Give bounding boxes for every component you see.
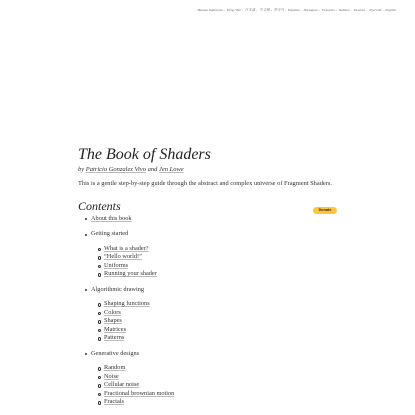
toc-item (104, 245, 174, 254)
language-separator: - (300, 8, 302, 12)
language-link[interactable]: Tiếng Việt (226, 8, 241, 12)
toc-link[interactable]: Shaping functions (104, 300, 150, 308)
toc-link-about[interactable]: About this book (91, 214, 132, 222)
toc-item (104, 364, 174, 373)
toc-sublist (91, 364, 174, 407)
toc-section-label: Algorithmic drawing (91, 285, 144, 293)
toc-item (104, 390, 174, 399)
language-separator: - (284, 8, 287, 12)
toc-link[interactable]: Noise (104, 372, 119, 380)
author-link-patricio[interactable]: Patricio Gonzalez Vivo (85, 165, 146, 173)
language-separator: - (335, 8, 337, 12)
contents-heading: Contents (78, 199, 121, 213)
toc-section (78, 286, 174, 343)
toc-link[interactable]: Matrices (104, 325, 127, 333)
toc-item (104, 300, 174, 309)
language-separator: - (241, 8, 243, 12)
toc-link[interactable]: Patterns (104, 334, 125, 342)
language-separator: - (366, 8, 368, 12)
toc-link[interactable]: Fractals (104, 398, 124, 406)
language-link[interactable]: Bahasa Indonesia (197, 8, 223, 12)
donate-button[interactable]: Donate (313, 207, 337, 214)
language-link[interactable]: Русский (369, 8, 382, 12)
language-link[interactable]: English (385, 8, 396, 12)
language-link[interactable]: 日本語 (244, 8, 256, 12)
toc-sublist (91, 300, 174, 343)
toc-item (104, 373, 174, 382)
toc-item (104, 262, 174, 271)
toc-link[interactable]: Shapes (104, 317, 122, 325)
language-separator: - (382, 8, 384, 12)
language-link[interactable]: Deutsch (353, 8, 366, 12)
toc-item (104, 317, 174, 326)
language-separator: - (270, 8, 272, 12)
toc-link[interactable]: Fractional brownian motion (104, 389, 175, 397)
toc-section (78, 215, 174, 224)
toc-link[interactable]: Cellular noise (104, 381, 140, 389)
language-link[interactable]: Español (287, 8, 300, 12)
toc-item (104, 270, 174, 279)
language-separator: - (318, 8, 321, 12)
toc-item (104, 334, 174, 343)
toc-item (104, 398, 174, 407)
toc-link[interactable]: Colors (104, 308, 121, 316)
toc-item (104, 309, 174, 318)
language-link[interactable]: 中文版 (259, 8, 270, 12)
language-selector (197, 8, 396, 12)
book-description: This is a gentle step-by-step guide through the abstract and complex universe of Fragment Shaders. (78, 179, 332, 187)
language-link[interactable]: 한국어 (273, 8, 284, 12)
byline (78, 166, 184, 173)
toc-link[interactable]: Uniforms (104, 261, 129, 269)
toc-item (104, 381, 174, 390)
toc-link[interactable]: Random (104, 364, 126, 372)
table-of-contents (78, 215, 174, 414)
language-link[interactable]: Italiano (338, 8, 350, 12)
toc-link[interactable]: What is a shader? (104, 244, 149, 252)
author-link-jen[interactable]: Jen Lowe (158, 165, 184, 173)
language-link[interactable]: Portugues (303, 8, 318, 12)
language-link[interactable]: Français (321, 8, 335, 12)
byline-conjunction: and (147, 165, 158, 173)
language-separator: - (223, 8, 225, 12)
toc-item (104, 326, 174, 335)
toc-sublist (91, 245, 174, 279)
page-title: The Book of Shaders (78, 146, 211, 163)
toc-section-label: Generative designs (91, 349, 140, 357)
toc-link[interactable]: Running your shader (104, 270, 157, 278)
toc-section-label: Getting started (91, 230, 129, 238)
toc-section (78, 350, 174, 407)
byline-prefix: by (78, 165, 85, 173)
toc-link[interactable]: “Hello world!” (104, 253, 142, 261)
toc-section (78, 230, 174, 279)
language-separator: - (350, 8, 352, 12)
toc-item (104, 253, 174, 262)
language-separator: - (256, 8, 258, 12)
